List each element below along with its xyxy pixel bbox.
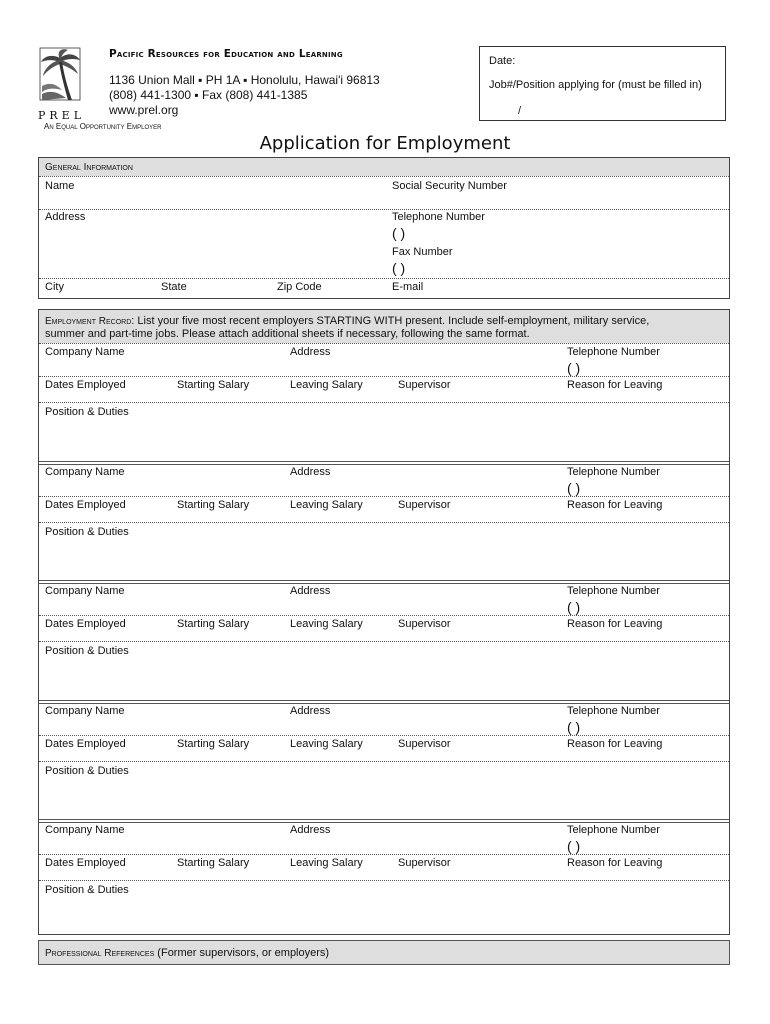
starting-salary-field[interactable]: Starting Salary bbox=[177, 498, 250, 511]
position-duties-field[interactable]: Position & Duties bbox=[45, 884, 129, 896]
dates-employed-field[interactable]: Dates Employed bbox=[45, 618, 126, 630]
reason-for-leaving-field[interactable]: Reason for Leaving bbox=[567, 379, 663, 391]
general-heading: General Information bbox=[45, 162, 133, 173]
supervisor-field[interactable]: Supervisor bbox=[398, 618, 451, 630]
fax-field[interactable]: Fax Number bbox=[392, 246, 453, 258]
starting-salary-field[interactable]: Starting Salary bbox=[177, 857, 250, 869]
org-name: Pacific Resources for Education and Learning bbox=[109, 48, 343, 60]
telephone-parens: ( ) bbox=[392, 225, 406, 241]
org-address: 1136 Union Mall ▪ PH 1A ▪ Honolulu, Hawai'i 96813 bbox=[109, 73, 380, 87]
employment-instructions-2: summer and part-time jobs. Please attach additional sheets if necessary, following the same format. bbox=[45, 328, 530, 340]
fax-parens: ( ) bbox=[392, 260, 406, 276]
zip-field[interactable]: Zip Code bbox=[277, 281, 322, 293]
org-phone: (808) 441-1300 ▪ Fax (808) 441-1385 bbox=[109, 88, 308, 102]
leaving-salary-field[interactable]: Leaving Salary bbox=[290, 737, 363, 750]
date-job-box[interactable] bbox=[479, 46, 726, 121]
references-note: (Former supervisors, or employers) bbox=[154, 947, 330, 959]
position-duties-field[interactable]: Position & Duties bbox=[45, 525, 129, 538]
job-slash: / bbox=[518, 105, 522, 117]
address-field[interactable]: Address bbox=[45, 211, 86, 223]
company-name-field[interactable]: Company Name bbox=[45, 585, 125, 597]
employer-address-field[interactable]: Address bbox=[290, 346, 331, 358]
org-website: www.prel.org bbox=[109, 103, 179, 117]
position-duties-field[interactable]: Position & Duties bbox=[45, 406, 129, 418]
dates-employed-field[interactable]: Dates Employed bbox=[45, 857, 126, 869]
employer-address-field[interactable]: Address bbox=[290, 704, 331, 717]
company-name-field[interactable]: Company Name bbox=[45, 704, 125, 717]
date-label: Date: bbox=[489, 55, 516, 67]
general-information-section bbox=[38, 157, 730, 299]
company-name-field[interactable]: Company Name bbox=[45, 346, 125, 358]
dates-employed-field[interactable]: Dates Employed bbox=[45, 737, 126, 750]
employer-telephone-field[interactable]: Telephone Number bbox=[567, 704, 660, 717]
name-field[interactable]: Name bbox=[45, 180, 75, 192]
leaving-salary-field[interactable]: Leaving Salary bbox=[290, 498, 363, 511]
employer-telephone-field[interactable]: Telephone Number bbox=[567, 824, 660, 836]
page-title: Application for Employment bbox=[259, 133, 511, 154]
employment-instructions-1 bbox=[45, 315, 723, 327]
reason-for-leaving-field[interactable]: Reason for Leaving bbox=[567, 737, 663, 750]
starting-salary-field[interactable]: Starting Salary bbox=[177, 379, 250, 391]
telephone-field[interactable]: Telephone Number bbox=[392, 211, 485, 223]
employer-telephone-parens: ( ) bbox=[567, 479, 581, 496]
supervisor-field[interactable]: Supervisor bbox=[398, 498, 451, 511]
dates-employed-field[interactable]: Dates Employed bbox=[45, 379, 126, 391]
ssn-field[interactable]: Social Security Number bbox=[392, 180, 507, 192]
state-field[interactable]: State bbox=[161, 281, 187, 293]
dates-employed-field[interactable]: Dates Employed bbox=[45, 498, 126, 511]
supervisor-field[interactable]: Supervisor bbox=[398, 379, 451, 391]
employment-heading: Employment Record bbox=[45, 316, 132, 327]
employer-address-field[interactable]: Address bbox=[290, 465, 331, 478]
employer-telephone-field[interactable]: Telephone Number bbox=[567, 346, 660, 358]
reason-for-leaving-field[interactable]: Reason for Leaving bbox=[567, 498, 663, 511]
employer-telephone-parens: ( ) bbox=[567, 360, 581, 376]
references-heading-line bbox=[45, 947, 329, 959]
company-name-field[interactable]: Company Name bbox=[45, 465, 125, 478]
employer-address-field[interactable]: Address bbox=[290, 824, 331, 836]
employer-address-field[interactable]: Address bbox=[290, 585, 331, 597]
eoe-statement: An Equal Opportunity Employer bbox=[44, 122, 162, 131]
job-position-label: Job#/Position applying for (must be filled in) bbox=[489, 79, 702, 91]
supervisor-field[interactable]: Supervisor bbox=[398, 857, 451, 869]
reason-for-leaving-field[interactable]: Reason for Leaving bbox=[567, 857, 663, 869]
employer-telephone-parens: ( ) bbox=[567, 718, 581, 735]
supervisor-field[interactable]: Supervisor bbox=[398, 737, 451, 750]
starting-salary-field[interactable]: Starting Salary bbox=[177, 618, 250, 630]
position-duties-field[interactable]: Position & Duties bbox=[45, 645, 129, 657]
position-duties-field[interactable]: Position & Duties bbox=[45, 764, 129, 777]
references-heading: Professional References bbox=[45, 948, 155, 959]
references-section bbox=[38, 940, 730, 965]
city-field[interactable]: City bbox=[45, 281, 64, 293]
leaving-salary-field[interactable]: Leaving Salary bbox=[290, 379, 363, 391]
prel-logo bbox=[38, 46, 86, 122]
employer-telephone-field[interactable]: Telephone Number bbox=[567, 465, 660, 478]
employment-record-section bbox=[38, 309, 730, 935]
employer-telephone-field[interactable]: Telephone Number bbox=[567, 585, 660, 597]
employer-telephone-parens: ( ) bbox=[567, 599, 581, 615]
employment-instructions-text: : List your five most recent employers STARTING WITH present. Include self-employment, military service, bbox=[131, 315, 650, 327]
employer-telephone-parens: ( ) bbox=[567, 838, 581, 854]
starting-salary-field[interactable]: Starting Salary bbox=[177, 737, 250, 750]
leaving-salary-field[interactable]: Leaving Salary bbox=[290, 618, 363, 630]
company-name-field[interactable]: Company Name bbox=[45, 824, 125, 836]
email-field[interactable]: E-mail bbox=[392, 281, 424, 293]
reason-for-leaving-field[interactable]: Reason for Leaving bbox=[567, 618, 663, 630]
leaving-salary-field[interactable]: Leaving Salary bbox=[290, 857, 363, 869]
logo-wordmark: PREL bbox=[38, 109, 86, 122]
